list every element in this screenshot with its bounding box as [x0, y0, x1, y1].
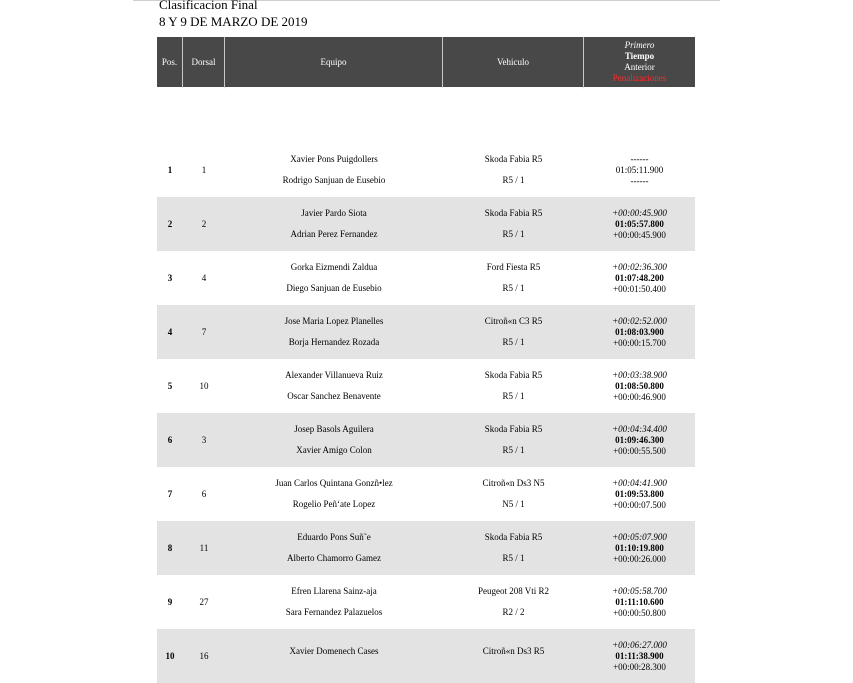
- driver-name: Jose Maria Lopez Planelles: [284, 316, 384, 326]
- vehicle-name: Skoda Fabia R5: [484, 154, 543, 164]
- codriver-name: Sara Fernandez Palazuelos: [285, 607, 383, 617]
- dorsal-number: 16: [183, 629, 225, 683]
- dorsal-number: 6: [201, 489, 207, 499]
- vehicle-name: Ford Fiesta R5: [486, 262, 541, 272]
- position: 5: [167, 381, 173, 391]
- vehicle-cell: [443, 575, 584, 629]
- dorsal-number: 2: [183, 197, 225, 251]
- vehicle-class: R5 / 1: [502, 553, 525, 563]
- position: 7: [167, 489, 173, 499]
- header-dorsal: Dorsal: [183, 37, 225, 89]
- vehicle-cell: [443, 359, 584, 413]
- codriver-name: Rogelio Peñ‘ate Lopez: [292, 499, 376, 509]
- times-cell: [584, 251, 695, 305]
- driver-name: Javier Pardo Siota: [301, 208, 367, 218]
- vehicle-class: R5 / 1: [502, 283, 525, 293]
- times-cell: [584, 359, 695, 413]
- previous-gap: +00:01:50.400: [613, 283, 666, 294]
- table-row: [157, 629, 695, 683]
- team-cell: [225, 629, 443, 683]
- codriver-name: Diego Sanjuan de Eusebio: [286, 283, 382, 293]
- driver-name: Xavier Domenech Cases: [289, 645, 379, 656]
- previous-gap: +00:00:07.500: [613, 499, 666, 510]
- first-gap: +00:02:36.300: [612, 261, 667, 272]
- first-gap: +00:04:41.900: [612, 477, 667, 488]
- header-anterior: Anterior: [624, 62, 655, 72]
- team-cell: [225, 251, 443, 305]
- driver-name: Efren Llarena Sainz-aja: [291, 586, 377, 596]
- driver-name: Juan Carlos Quintana Gonzñ•lez: [275, 478, 393, 488]
- vehicle-name: Citroñ«n Ds3 N5: [482, 478, 545, 488]
- document-title: Clasificacion Final: [159, 0, 258, 12]
- codriver-name: Adrian Perez Fernandez: [290, 229, 378, 239]
- dorsal-number: 10: [199, 381, 209, 391]
- times-cell: [584, 143, 695, 197]
- header-primero: Primero: [624, 40, 655, 50]
- times-cell: [584, 521, 695, 575]
- vehicle-class: R5 / 1: [502, 391, 525, 401]
- previous-gap: +00:00:15.700: [613, 337, 666, 348]
- table-row: [157, 197, 695, 251]
- driver-name: Gorka Eizmendi Zaldua: [290, 262, 378, 272]
- first-gap: +00:05:58.700: [612, 585, 667, 596]
- total-time: 01:11:10.600: [615, 596, 664, 607]
- header-tiempo: Tiempo: [624, 51, 655, 61]
- vehicle-class: R5 / 1: [502, 175, 525, 185]
- dorsal-number: 7: [183, 305, 225, 359]
- vehicle-cell: [443, 197, 584, 251]
- times-cell: [584, 413, 695, 467]
- first-gap: +00:02:52.000: [612, 315, 667, 326]
- position: 4: [157, 305, 183, 359]
- team-cell: [225, 575, 443, 629]
- driver-name: Josep Basols Aguilera: [294, 424, 374, 434]
- codriver-name: Xavier Amigo Colon: [296, 445, 372, 455]
- position: 6: [157, 413, 183, 467]
- table-row: [157, 143, 695, 197]
- header-spacer: [157, 89, 695, 143]
- team-cell: [225, 197, 443, 251]
- first-gap: +00:04:34.400: [612, 423, 667, 434]
- first-gap: ------: [630, 153, 649, 164]
- previous-gap: +00:00:50.800: [613, 607, 666, 618]
- position: 8: [157, 521, 183, 575]
- header-vehiculo: Vehiculo: [443, 37, 584, 89]
- team-cell: [225, 413, 443, 467]
- codriver-name: Borja Hernandez Rozada: [288, 337, 380, 347]
- driver-name: Alexander Villanueva Ruiz: [285, 370, 383, 380]
- team-cell: [225, 467, 443, 521]
- total-time: 01:05:11.900: [615, 164, 664, 175]
- vehicle-name: Skoda Fabia R5: [484, 370, 543, 380]
- times-cell: [584, 197, 695, 251]
- results-table: [157, 37, 695, 683]
- vehicle-class: R5 / 1: [502, 337, 525, 347]
- event-date: 8 Y 9 DE MARZO DE 2019: [159, 14, 308, 29]
- codriver-name: Rodrigo Sanjuan de Eusebio: [282, 175, 386, 185]
- total-time: 01:09:46.300: [615, 434, 664, 445]
- vehicle-cell: [443, 251, 584, 305]
- team-cell: [225, 359, 443, 413]
- codriver-name: Oscar Sanchez Benavente: [287, 391, 381, 401]
- table-row: [157, 251, 695, 305]
- dorsal-number: 3: [183, 413, 225, 467]
- team-cell: [225, 521, 443, 575]
- driver-name: Xavier Pons Puigdollers: [290, 154, 378, 164]
- times-cell: [584, 305, 695, 359]
- times-cell: [584, 629, 695, 683]
- driver-name: Eduardo Pons Suñ˜e: [297, 532, 371, 542]
- header-pos: Pos.: [157, 37, 183, 89]
- previous-gap: +00:00:45.900: [613, 229, 666, 240]
- table-row: [157, 413, 695, 467]
- vehicle-class: R5 / 1: [502, 445, 525, 455]
- vehicle-name: Skoda Fabia R5: [484, 424, 543, 434]
- table-header-row: [157, 37, 695, 89]
- dorsal-number: 27: [199, 597, 209, 607]
- position: 1: [167, 165, 173, 175]
- first-gap: +00:00:45.900: [612, 207, 667, 218]
- header-penalizaciones: Penalizaciones: [612, 73, 667, 83]
- previous-gap: +00:00:55.500: [613, 445, 666, 456]
- vehicle-cell: [443, 143, 584, 197]
- vehicle-cell: [443, 629, 584, 683]
- team-cell: [225, 305, 443, 359]
- vehicle-name: Skoda Fabia R5: [484, 208, 543, 218]
- position: 3: [167, 273, 173, 283]
- vehicle-name: Citroñ«n C3 R5: [484, 316, 543, 326]
- total-time: 01:08:50.800: [615, 380, 664, 391]
- previous-gap: +00:00:26.000: [613, 553, 666, 564]
- previous-gap: +00:00:28.300: [613, 661, 666, 672]
- vehicle-name: Peugeot 208 Vti R2: [477, 586, 550, 596]
- vehicle-name: Citroñ«n Ds3 R5: [482, 645, 545, 656]
- total-time: 01:07:48.200: [615, 272, 664, 283]
- dorsal-number: 4: [201, 273, 207, 283]
- vehicle-cell: [443, 521, 584, 575]
- table-row: [157, 467, 695, 521]
- position: 10: [157, 629, 183, 683]
- table-row: [157, 521, 695, 575]
- vehicle-cell: [443, 413, 584, 467]
- vehicle-cell: [443, 305, 584, 359]
- table-row: [157, 359, 695, 413]
- vehicle-class: N5 / 1: [502, 499, 525, 509]
- total-time: 01:10:19.800: [615, 542, 664, 553]
- table-row: [157, 305, 695, 359]
- previous-gap: ------: [630, 175, 649, 186]
- total-time: 01:05:57.800: [615, 218, 664, 229]
- team-cell: [225, 143, 443, 197]
- dorsal-number: 1: [201, 165, 207, 175]
- position: 2: [157, 197, 183, 251]
- position: 9: [167, 597, 173, 607]
- vehicle-name: Skoda Fabia R5: [484, 532, 543, 542]
- first-gap: +00:05:07.900: [612, 531, 667, 542]
- header-equipo: Equipo: [225, 37, 443, 89]
- total-time: 01:09:53.800: [615, 488, 664, 499]
- codriver-name: Alberto Chamorro Gamez: [287, 553, 381, 563]
- vehicle-cell: [443, 467, 584, 521]
- dorsal-number: 11: [183, 521, 225, 575]
- header-times: [584, 37, 695, 89]
- previous-gap: +00:00:46.900: [613, 391, 666, 402]
- vehicle-class: R2 / 2: [502, 607, 525, 617]
- first-gap: +00:03:38.900: [612, 369, 667, 380]
- vehicle-class: R5 / 1: [502, 229, 525, 239]
- total-time: 01:11:38.900: [615, 650, 664, 661]
- table-row: [157, 575, 695, 629]
- first-gap: +00:06:27.000: [612, 639, 667, 650]
- times-cell: [584, 575, 695, 629]
- times-cell: [584, 467, 695, 521]
- total-time: 01:08:03.900: [615, 326, 664, 337]
